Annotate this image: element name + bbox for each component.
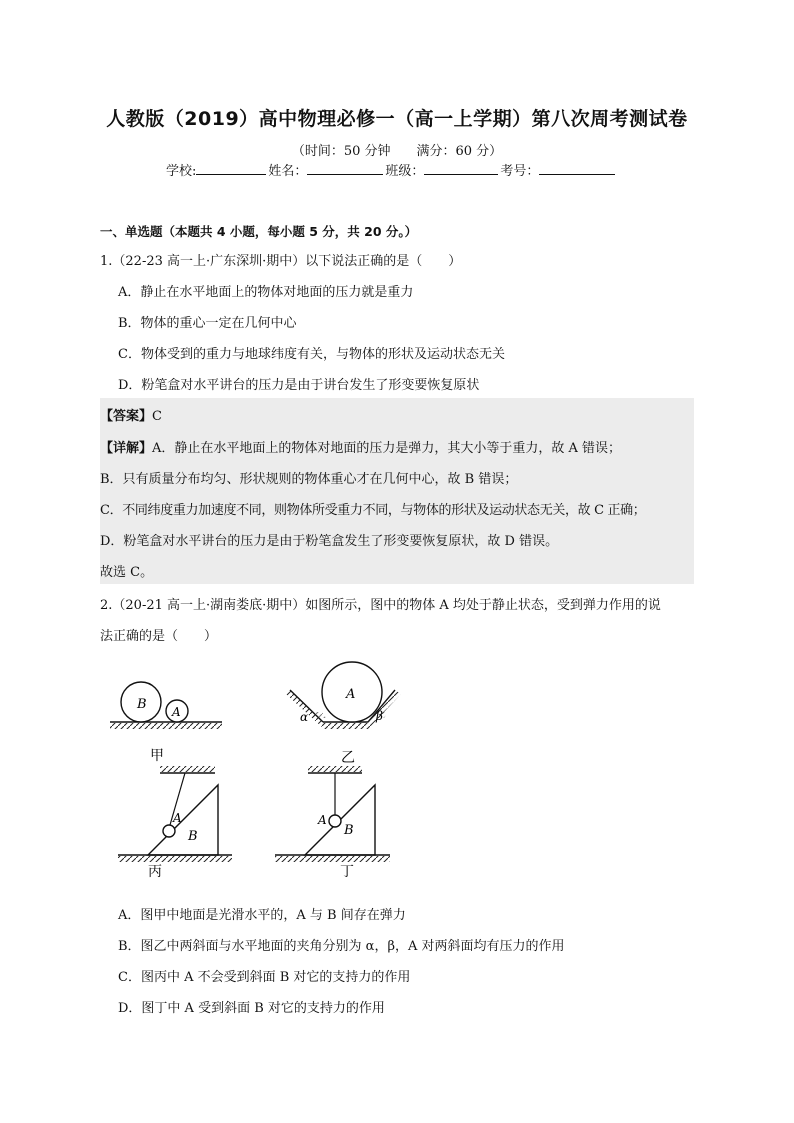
q2-stem-line-2: 法正确的是（ ） [100, 629, 218, 644]
answer-value: C [152, 409, 162, 424]
q1-option-d: D．粉笔盒对水平讲台的压力是由于讲台发生了形变要恢复原状 [118, 378, 480, 393]
exam-no-blank[interactable] [539, 160, 615, 175]
q2-option-c: C．图丙中 A 不会受到斜面 B 对它的支持力的作用 [118, 970, 411, 985]
figure-yi [286, 662, 401, 766]
q1-answer-block [100, 398, 694, 584]
section-heading: 一、单选题（本题共 4 小题，每小题 5 分，共 20 分。） [100, 224, 418, 239]
q2-option-d: D．图丁中 A 受到斜面 B 对它的支持力的作用 [118, 1001, 385, 1016]
q2-stem-line-1: 2.（20-21 高一上·湖南娄底·期中）如图所示，图中的物体 A 均处于静止状态，受到弹力作用的说 [100, 598, 661, 613]
caption-ding: 丁 [340, 864, 354, 880]
detail-text-1: A．静止在水平地面上的物体对地面的压力是弹力，其大小等于重力，故 A 错误； [152, 441, 622, 456]
school-label: 学校: [166, 164, 197, 179]
label-b-jia: B [137, 697, 147, 712]
q1-stem: 1.（22-23 高一上·广东深圳·期中）以下说法正确的是（ ） [100, 254, 462, 269]
q2-option-b: B．图乙中两斜面与水平地面的夹角分别为 α，β，A 对两斜面均有压力的作用 [118, 939, 565, 954]
q1-detail-line-2: B．只有质量分布均匀、形状规则的物体重心才在几何中心，故 B 错误； [100, 472, 518, 487]
class-label: 班级： [385, 164, 425, 179]
answer-label: 【答案】 [100, 409, 153, 424]
q2-figure [100, 660, 420, 885]
q1-conclusion: 故选 C。 [100, 565, 154, 580]
q1-detail-line-1 [100, 437, 621, 456]
q1-detail-line-4: D．粉笔盒对水平讲台的压力是由于粉笔盒发生了形变要恢复原状，故 D 错误。 [100, 534, 559, 549]
q1-option-b: B．物体的重心一定在几何中心 [118, 316, 297, 331]
label-a-bing: A [173, 811, 182, 825]
ball-a-bing [163, 825, 175, 837]
student-info-line [166, 160, 617, 179]
page-title: 人教版（2019）高中物理必修一（高一上学期）第八次周考测试卷 [106, 108, 688, 130]
school-blank[interactable] [196, 160, 266, 175]
label-a-ding: A [318, 813, 327, 827]
caption-yi: 乙 [341, 750, 355, 766]
ball-a-ding [329, 815, 341, 827]
incline-b-bing [148, 785, 218, 855]
label-a-yi: A [346, 687, 356, 702]
q1-option-c: C．物体受到的重力与地球纬度有关，与物体的形状及运动状态无关 [118, 347, 505, 362]
caption-jia: 甲 [150, 748, 164, 764]
q1-detail-line-3: C．不同纬度重力加速度不同，则物体所受重力不同，与物体的形状及运动状态无关，故 C 正确； [100, 503, 646, 518]
name-label: 姓名： [268, 164, 308, 179]
label-a-jia: A [172, 705, 181, 719]
label-beta: β [376, 709, 383, 723]
name-blank[interactable] [307, 160, 383, 175]
q2-option-a: A．图甲中地面是光滑水平的，A 与 B 间存在弹力 [118, 908, 406, 923]
label-alpha: α [300, 710, 309, 724]
figure-jia [110, 682, 222, 764]
figure-bing [118, 766, 232, 880]
q1-answer [100, 405, 162, 424]
exam-subtitle: （时间：50 分钟 满分：60 分） [291, 144, 503, 159]
label-b-bing: B [188, 829, 198, 844]
q1-option-a: A．静止在水平地面上的物体对地面的压力就是重力 [118, 285, 414, 300]
caption-bing: 丙 [148, 864, 162, 880]
detail-label: 【详解】 [100, 441, 153, 456]
figure-ding [275, 766, 390, 880]
exam-no-label: 考号： [500, 164, 540, 179]
class-blank[interactable] [424, 160, 498, 175]
label-b-ding: B [344, 823, 354, 838]
